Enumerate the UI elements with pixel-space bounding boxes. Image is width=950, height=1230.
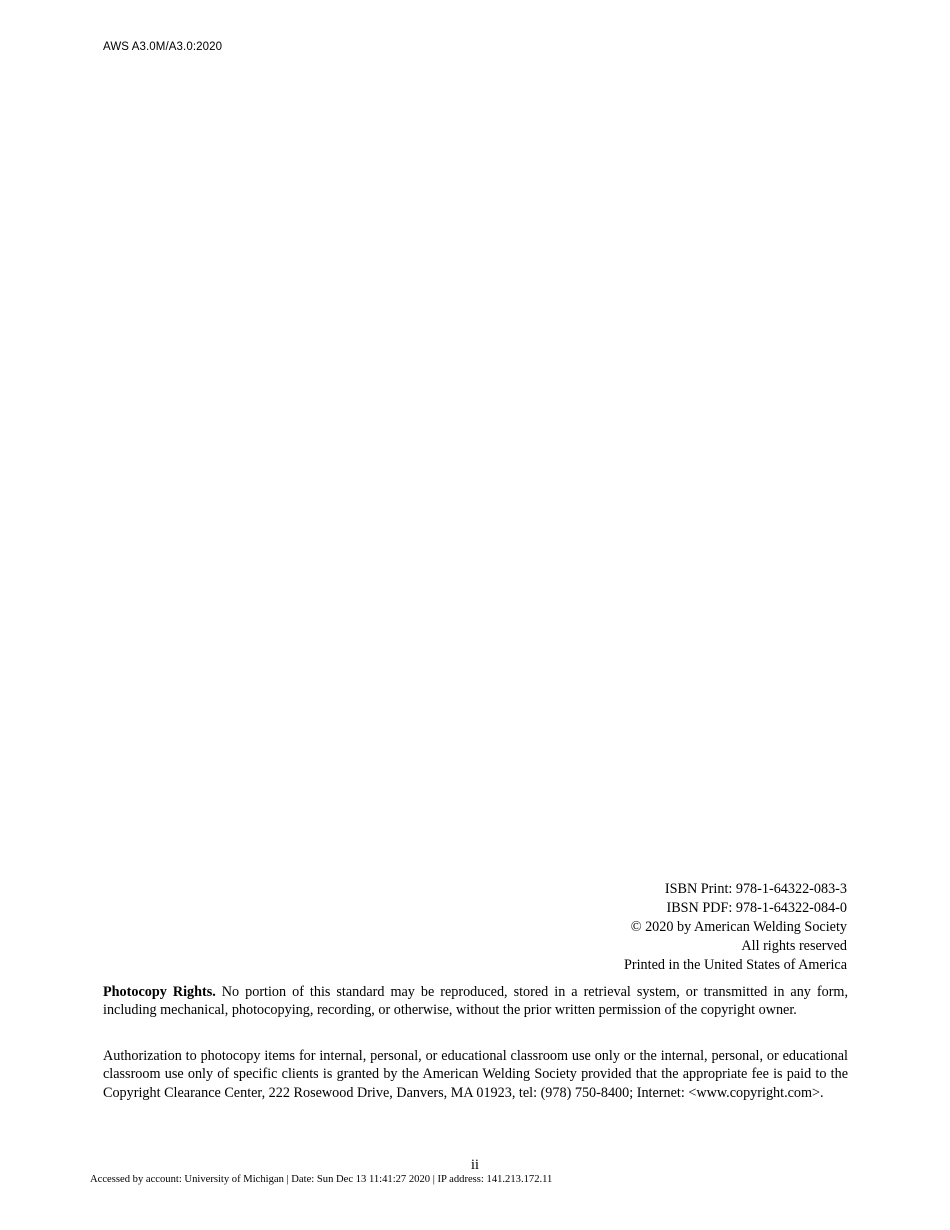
photocopy-rights-paragraph [103,983,848,1020]
photocopy-rights-text: No portion of this standard may be reproduced, stored in a retrieval system, or transmitted in any form, including mechanical, photocopying, recording, or otherwise, without the prior written permission of the copyright owner. [103,984,849,1019]
copyright-block [624,880,847,975]
access-info: Accessed by account: University of Michigan | Date: Sun Dec 13 11:41:27 2020 | IP address: 141.213.172.11 [90,1174,553,1185]
rights-reserved: All rights reserved [741,937,847,954]
photocopy-rights-title: Photocopy Rights. [103,984,216,1000]
printed-in: Printed in the United States of America [623,956,847,973]
isbn-pdf: IBSN PDF: 978-1-64322-084-0 [666,899,847,916]
authorization-paragraph: Authorization to photocopy items for internal, personal, or educational classroom use only or the internal, personal, or educational classroom use only of specific clients is granted by the American Welding Society provided that the appropriate fee is paid to the Copyright Clearance Center, 222 Rosewood Drive, Danvers, MA 01923, tel: (978) 750-8400; Internet: <www.copyright.com>. [103,1048,848,1101]
isbn-print: ISBN Print: 978-1-64322-083-3 [664,881,847,897]
document-code: AWS A3.0M/A3.0:2020 [103,41,223,53]
page-number: ii [471,1157,479,1173]
copyright-notice: © 2020 by American Welding Society [630,918,847,935]
